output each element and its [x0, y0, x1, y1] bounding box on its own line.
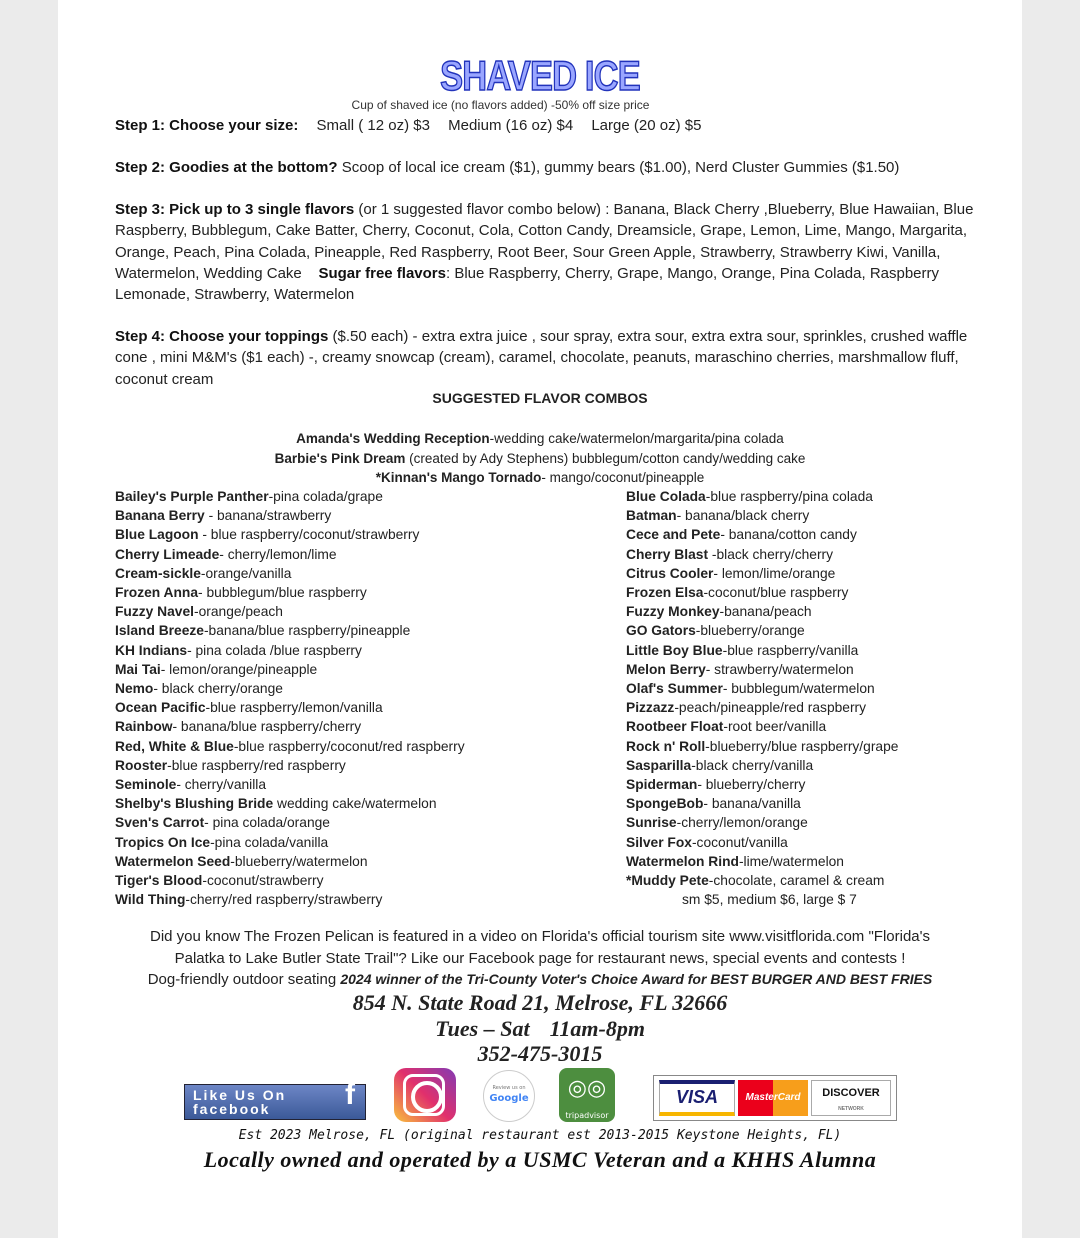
combo-item: [626, 641, 1006, 660]
combo-item: [626, 775, 1006, 794]
combo-flavors: - banana/vanilla: [703, 796, 801, 812]
combo-name: KH Indians: [115, 642, 188, 658]
combo-flavors: - cherry/vanilla: [176, 777, 267, 793]
step4-label: Step 4: Choose your toppings: [115, 328, 329, 345]
combo-item: [626, 871, 1006, 890]
facebook-line: Palatka to Lake Butler State Trail"? Like our Facebook page for restaurant news, special events and contests !: [174, 949, 906, 967]
combo-flavors: -blueberry/orange: [695, 623, 805, 639]
award-line: Dog-friendly outdoor seating 2024 winner of the Tri-County Voter's Choice Award for BEST BURGER AND BEST FRIES: [147, 971, 933, 988]
combo-flavors: -blue raspberry/red raspberry: [167, 757, 346, 773]
combo-name: GO Gators: [626, 623, 696, 639]
combo-item: [626, 525, 1006, 544]
combo-item: [626, 717, 1006, 736]
combo-name: Cherry Blast: [626, 546, 709, 562]
combo-item: [115, 717, 615, 736]
combo-name: Little Boy Blue: [626, 642, 723, 658]
combo-item: [115, 660, 615, 679]
combo-flavors: -coconut/vanilla: [691, 834, 788, 850]
combo-name: Tiger's Blood: [115, 873, 203, 889]
combos-title: SUGGESTED FLAVOR COMBOS: [432, 390, 648, 406]
combo-item: [626, 756, 1006, 775]
hours: Tues – Sat 11am-8pm: [435, 1015, 645, 1041]
combo-item: [115, 813, 615, 832]
combo-item: [626, 660, 1006, 679]
combo-flavors: wedding cake/watermelon: [273, 796, 437, 812]
combo-flavors: - blue raspberry/coconut/strawberry: [198, 527, 420, 543]
combo-list-left: [115, 487, 615, 909]
combo-name: Rainbow: [115, 719, 173, 735]
combo-flavors: -banana/blue raspberry/pineapple: [203, 623, 411, 639]
combo-flavors: - lemon/orange/pineapple: [160, 661, 318, 677]
combo-name: Sven's Carrot: [115, 815, 205, 831]
combo-name: Batman: [626, 508, 677, 524]
combo-item: [626, 737, 1006, 756]
combo-item: [115, 737, 615, 756]
combo-name: Mai Tai: [115, 661, 161, 677]
combo-item: [115, 564, 615, 583]
combo-name: Tropics On Ice: [115, 834, 211, 850]
combo-name: Sunrise: [626, 815, 677, 831]
combo-name: Cream-sickle: [115, 565, 201, 581]
locally-owned: Locally owned and operated by a USMC Veteran and a KHHS Alumna: [203, 1147, 877, 1172]
combo-name: Nemo: [115, 681, 154, 697]
combo-item: [115, 833, 615, 852]
combo-item: [626, 487, 1006, 506]
combo-item: [626, 583, 1006, 602]
combo-flavors: -blueberry/watermelon: [230, 853, 368, 869]
combo-item: [626, 813, 1006, 832]
combo-item: [115, 621, 615, 640]
combo-item: [115, 794, 615, 813]
combo-flavors: -pina colada/grape: [268, 489, 383, 504]
combo-flavors: - lemon/lime/orange: [713, 565, 836, 581]
combo-name: Fuzzy Monkey: [626, 604, 720, 620]
combo-name: Melon Berry: [626, 661, 706, 677]
established-note: Est 2023 Melrose, FL (original restaurant est 2013-2015 Keystone Heights, FL): [238, 1128, 842, 1143]
combo-item: [115, 545, 615, 564]
combo-item: [115, 679, 615, 698]
combo-name: Citrus Cooler: [626, 565, 714, 581]
combo-flavors: - banana/cotton candy: [720, 527, 857, 543]
combo-name: Rootbeer Float: [626, 719, 724, 735]
combo-name: Fuzzy Navel: [115, 604, 194, 620]
combo-flavors: -orange/vanilla: [200, 565, 292, 581]
combo-item: [626, 833, 1006, 852]
facebook-text: facebook: [193, 1101, 271, 1117]
combo-item: [626, 545, 1006, 564]
combo-flavors: - strawberry/watermelon: [705, 661, 854, 677]
combo-name: Rooster: [115, 757, 168, 773]
payment-cards: [653, 1075, 897, 1121]
combo-flavors: -coconut/strawberry: [202, 873, 324, 889]
combo-item: [115, 525, 615, 544]
combo-flavors: - banana/blue raspberry/cherry: [172, 719, 362, 735]
contact-block: [58, 990, 1022, 1067]
combo-name: Watermelon Seed: [115, 853, 231, 869]
combo-item: [626, 564, 1006, 583]
combo-flavors: - bubblegum/blue raspberry: [198, 585, 367, 601]
combo-flavors: - banana/black cherry: [676, 508, 810, 524]
step4-text: ($.50 each) - extra extra juice , sour spray, extra sour, extra extra sour, sprinkles, crushed waffle cone , mini M&M's ($1 each) -, creamy snowcap (cream), caramel, chocolate, peanuts, maraschino cherries, marshmallow fluff, coconut cream: [115, 328, 968, 388]
combo-name: Shelby's Blushing Bride: [115, 796, 274, 812]
combo-flavors: - bubblegum/watermelon: [722, 681, 875, 697]
combo-item: [626, 852, 1006, 871]
combo-name: Wild Thing: [115, 892, 186, 908]
mastercard-icon: MasterCard: [738, 1080, 808, 1116]
combo-name: Cece and Pete: [626, 527, 721, 543]
instagram-icon[interactable]: [394, 1068, 456, 1122]
cup-note: Cup of shaved ice (no flavors added) -50% off size price: [351, 98, 650, 112]
sugar-free-label: Sugar free flavors: [318, 264, 446, 282]
visa-icon: VISA: [659, 1080, 735, 1116]
combo-flavors: -black cherry/cherry: [708, 546, 834, 562]
step2: [115, 157, 975, 178]
step1: [115, 115, 975, 136]
combo-name: Blue Lagoon: [115, 527, 199, 543]
combo-flavors: -blue raspberry/lemon/vanilla: [205, 700, 383, 716]
combo-name: Banana Berry: [115, 508, 205, 524]
combo-item: [626, 621, 1006, 640]
combo-name: Blue Colada: [626, 489, 706, 504]
sugar-free-text: : Blue Raspberry, Cherry, Grape, Mango, Orange, Pina Colada, Raspberry Lemonade, Strawberry, Watermelon: [115, 264, 940, 304]
facebook-badge[interactable]: [184, 1078, 366, 1120]
combo-item: [626, 602, 1006, 621]
step2-label: Step 2: Goodies at the bottom?: [115, 159, 338, 176]
combo-flavors: -blue raspberry/pina colada: [705, 489, 873, 504]
featured-combo: *Kinnan's Mango Tornado- mango/coconut/pineapple: [375, 470, 705, 485]
combo-name: SpongeBob: [626, 796, 704, 812]
featured-combo: Amanda's Wedding Reception-wedding cake/watermelon/margarita/pina colada: [296, 431, 784, 446]
tripadvisor-icon[interactable]: ◎◎ tripadvisor: [559, 1068, 615, 1122]
combo-flavors: -orange/peach: [193, 604, 283, 620]
combo-item: [626, 794, 1006, 813]
size-large: Large (20 oz) $5: [591, 117, 702, 134]
step1-label: Step 1: Choose your size:: [115, 117, 299, 134]
muddy-pete-prices: sm $5, medium $6, large $ 7: [682, 892, 857, 908]
combo-item: [115, 775, 615, 794]
combo-flavors: -cherry/lemon/orange: [676, 815, 808, 831]
combo-flavors: - blueberry/cherry: [697, 777, 806, 793]
combo-flavors: -banana/peach: [719, 604, 812, 620]
step3-label: Step 3: Pick up to 3 single flavors: [115, 201, 355, 218]
shaved-ice-title: SHAVED ICE: [440, 52, 640, 99]
combo-item: [115, 487, 615, 506]
combo-name: Bailey's Purple Panther: [115, 489, 269, 504]
combo-flavors: -black cherry/vanilla: [691, 757, 814, 773]
combo-item: [115, 602, 615, 621]
step4: [115, 326, 975, 390]
combo-item: [626, 698, 1006, 717]
combo-name: *Muddy Pete: [626, 873, 709, 889]
menu-page: [58, 0, 1022, 1238]
combo-item: [115, 506, 615, 525]
combo-item: [626, 506, 1006, 525]
combo-name: Frozen Anna: [115, 585, 199, 601]
combo-name: Olaf's Summer: [626, 681, 723, 697]
combo-flavors: -coconut/blue raspberry: [703, 585, 849, 601]
combo-flavors: -pina colada/vanilla: [210, 834, 329, 850]
step2-text: Scoop of local ice cream ($1), gummy bears ($1.00), Nerd Cluster Gummies ($1.50): [341, 159, 900, 176]
badge-row: [58, 1066, 1022, 1126]
combo-flavors: -root beer/vanilla: [723, 719, 827, 735]
combo-name: Red, White & Blue: [115, 738, 234, 754]
step3: [115, 199, 975, 305]
combo-list-right: [626, 487, 1006, 909]
combo-item: [115, 583, 615, 602]
facebook-like-text: Like Us On: [193, 1087, 287, 1103]
combo-item: [115, 641, 615, 660]
combo-name: Watermelon Rind: [626, 853, 739, 869]
combo-flavors: - banana/strawberry: [204, 508, 332, 524]
combo-name: Cherry Limeade: [115, 546, 220, 562]
combo-flavors: -lime/watermelon: [738, 853, 844, 869]
combo-name: Rock n' Roll: [626, 738, 706, 754]
facebook-icon: f: [345, 1078, 355, 1111]
size-medium: Medium (16 oz) $4: [448, 117, 574, 134]
combo-item: [115, 871, 615, 890]
combo-flavors: -cherry/red raspberry/strawberry: [185, 892, 383, 908]
phone: 352-475-3015: [477, 1041, 603, 1066]
combo-flavors: - pina colada/orange: [204, 815, 330, 831]
size-small: Small ( 12 oz) $3: [316, 117, 430, 134]
featured-combos: [58, 429, 1022, 488]
combo-name: Seminole: [115, 777, 177, 793]
discover-icon: DISCOVER NETWORK: [811, 1080, 891, 1116]
combo-item: [115, 698, 615, 717]
address: 854 N. State Road 21, Melrose, FL 32666: [352, 990, 728, 1015]
featured-combo: Barbie's Pink Dream (created by Ady Stephens) bubblegum/cotton candy/wedding cake: [274, 450, 806, 466]
combo-name: Frozen Elsa: [626, 585, 704, 601]
combo-flavors: - pina colada /blue raspberry: [187, 642, 362, 658]
combo-flavors: - cherry/lemon/lime: [219, 546, 337, 562]
combo-item: [115, 890, 615, 909]
combo-flavors: -blue raspberry/coconut/red raspberry: [233, 738, 465, 754]
combo-flavors: -peach/pineapple/red raspberry: [674, 700, 867, 716]
combo-name: Sasparilla: [626, 757, 692, 773]
combo-flavors: -blue raspberry/vanilla: [722, 642, 859, 658]
combo-name: Pizzazz: [626, 700, 675, 716]
tourism-line: Did you know The Frozen Pelican is featured in a video on Florida's official tourism site www.visitflorida.com "Florida's: [150, 928, 930, 945]
combo-item: [626, 679, 1006, 698]
combo-flavors: - black cherry/orange: [153, 681, 283, 697]
combo-flavors: -blueberry/blue raspberry/grape: [705, 738, 899, 754]
combo-name: Island Breeze: [115, 623, 204, 639]
combo-name: Spiderman: [626, 777, 698, 793]
combo-flavors: -chocolate, caramel & cream: [708, 873, 885, 889]
combo-name: Silver Fox: [626, 834, 692, 850]
combo-item: [115, 756, 615, 775]
footer-info: [58, 926, 1022, 991]
google-review-icon[interactable]: Review us on Google: [483, 1070, 535, 1122]
combo-item: [115, 852, 615, 871]
combo-name: Ocean Pacific: [115, 700, 206, 716]
step3-text: (or 1 suggested flavor combo below) : Banana, Black Cherry ,Blueberry, Blue Hawaiian, Blue Raspberry, Bubblegum, Cake Batter, Cherry, Coconut, Cola, Cotton Candy, Dreamsicle, Grape, Lemon, Lime, Mango, Margarita, Orange, Peach, Pina Colada, Pineapple, Red Raspberry, Root Beer, Sour Green Apple, Strawberry, Strawberry Kiwi, Vanilla, Watermelon, Wedding Cake: [115, 201, 974, 282]
owl-eyes-icon: ◎◎: [567, 1076, 607, 1101]
